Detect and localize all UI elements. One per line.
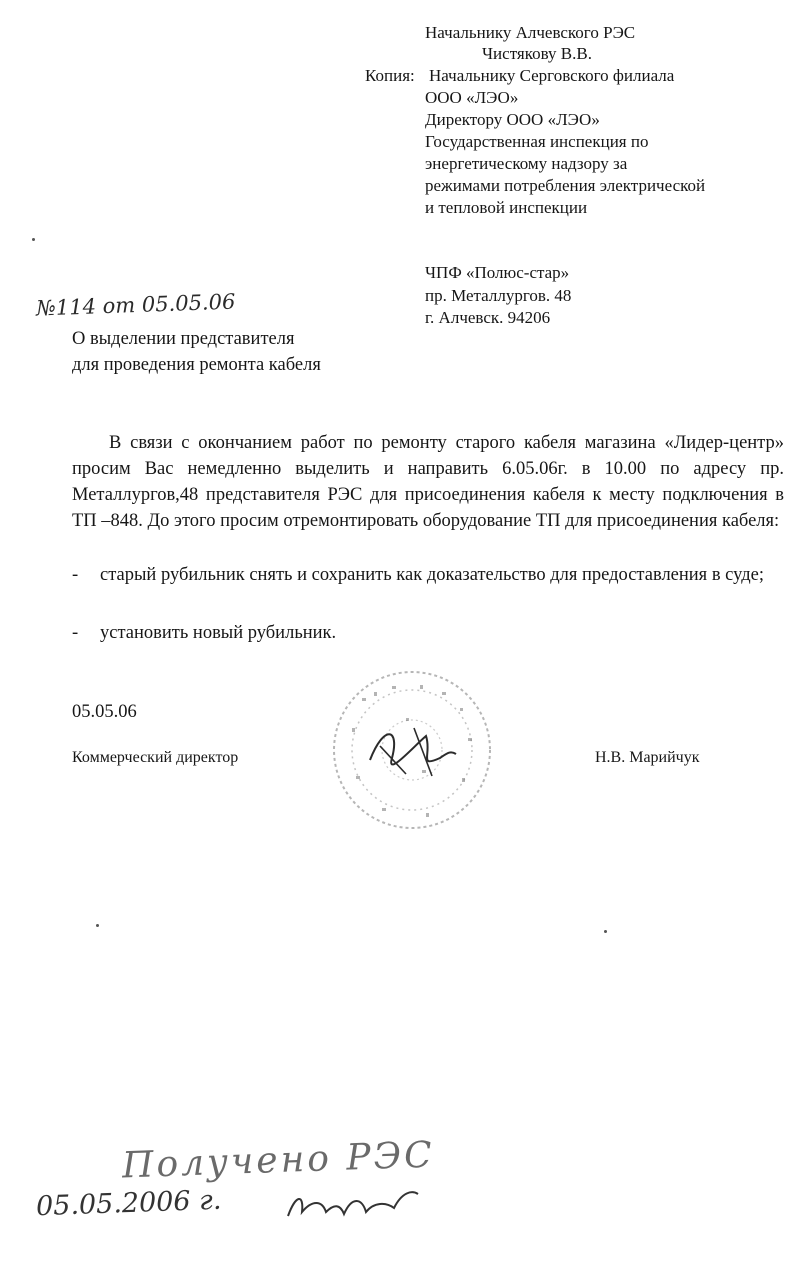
copy-line-7: и тепловой инспекции bbox=[425, 198, 588, 217]
bullet-item-2 bbox=[72, 620, 784, 646]
bullet-text-1: старый рубильник снять и сохранить как доказательство для предоставления в суде; bbox=[100, 565, 764, 585]
copy-line-1: Начальнику Серговского филиала bbox=[429, 66, 675, 85]
sender-city: г. Алчевск. 94206 bbox=[425, 308, 551, 327]
copy-line-5: энергетическому надзору за bbox=[425, 154, 628, 173]
sender-name: ЧПФ «Полюс-стар» bbox=[425, 263, 570, 282]
copy-label: Копия: bbox=[365, 66, 415, 85]
copy-line-6: режимами потребления электрической bbox=[425, 176, 706, 195]
receipt-note-line-2: 05.05.2006 г. bbox=[35, 1184, 222, 1223]
bullet-item-1 bbox=[72, 562, 784, 614]
company-stamp bbox=[322, 658, 502, 838]
receipt-note-line-1: Получено РЭС bbox=[121, 1134, 436, 1187]
outgoing-number: №114 от 05.05.06 bbox=[35, 289, 236, 321]
recipient-line-1: Начальнику Алчевского РЭС bbox=[425, 23, 636, 42]
signatory-name: Н.В. Марийчук bbox=[595, 749, 700, 766]
recipient-line-2: Чистякову В.В. bbox=[482, 44, 592, 63]
scan-speck bbox=[604, 930, 607, 933]
scan-speck bbox=[96, 924, 99, 927]
bullet-text-2: установить новый рубильник. bbox=[100, 623, 337, 643]
copy-line-3: Директору ООО «ЛЭО» bbox=[425, 110, 600, 129]
signatory-position: Коммерческий директор bbox=[72, 749, 239, 766]
scan-speck bbox=[32, 238, 35, 241]
bullet-mark: - bbox=[72, 623, 79, 643]
copy-line-2: ООО «ЛЭО» bbox=[425, 88, 519, 107]
bullet-mark: - bbox=[72, 565, 79, 585]
sender-street: пр. Металлургов. 48 bbox=[425, 286, 572, 305]
copy-line-4: Государственная инспекция по bbox=[425, 132, 649, 151]
letter-date: 05.05.06 bbox=[72, 702, 137, 722]
subject-line-1: О выделении представителя bbox=[72, 329, 295, 349]
receipt-signature bbox=[282, 1186, 422, 1226]
subject-line-2: для проведения ремонта кабеля bbox=[72, 355, 321, 375]
body-paragraph: В связи с окончанием работ по ремонту старого кабеля магазина «Лидер-центр» просим Вас немедленно выделить и направить 6.05.06г. в 10.00 по адресу пр. Металлургов,48 представителя РЭС для присоединения кабеля к месту подключения в ТП –848. До этого просим отремонтировать оборудование ТП для присоединения кабеля: bbox=[72, 433, 784, 531]
